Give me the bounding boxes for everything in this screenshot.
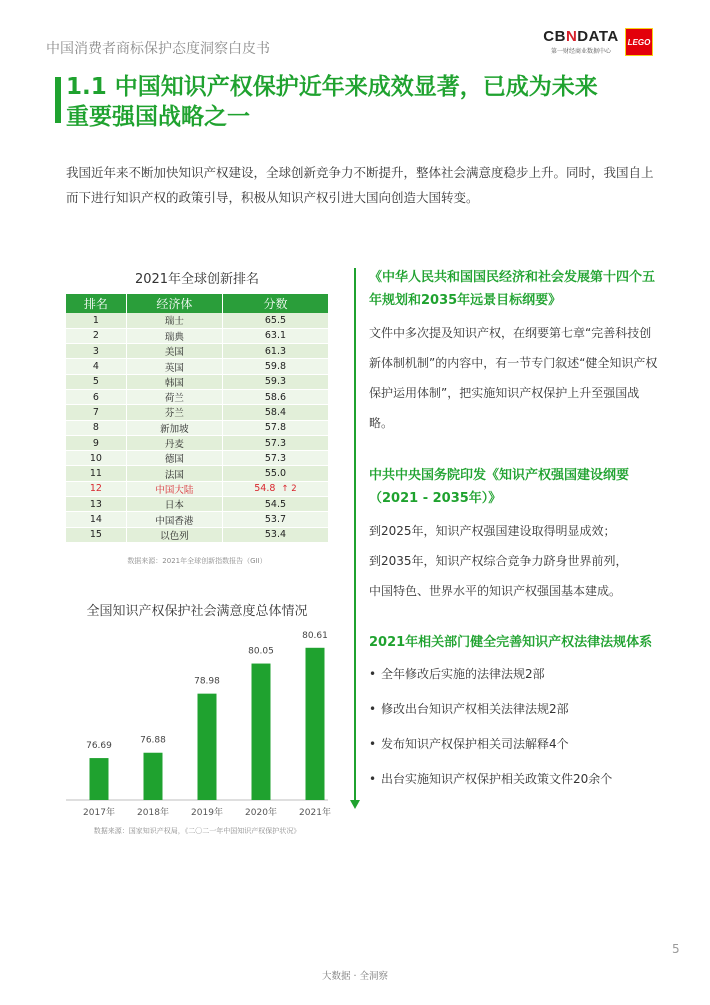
rank-cell: 10 [66,451,126,466]
score-value: 54.5 [264,498,287,510]
score-cell [222,420,328,435]
score-value: 53.7 [264,514,287,525]
score-cell [222,313,328,328]
score-cell [222,527,328,542]
bar-value-label: 78.98 [194,676,220,687]
outline-block [369,464,659,606]
score-cell [222,451,328,466]
score-cell [222,359,328,374]
table-row [66,527,328,542]
score-cell [222,512,328,527]
economy-cell: 美国 [126,344,222,359]
list-item: • 全年修改后实施的法律法规2部 [369,666,659,682]
score-cell [222,374,328,389]
bar [90,758,109,800]
category-label: 2021年 [299,808,331,818]
bar [144,753,163,800]
outline-line: 到2025年，知识产权强国建设取得明显成效； [369,524,616,538]
list-item: • 出台实施知识产权保护相关政策文件20余个 [369,771,659,787]
table-row [66,389,328,404]
score-cell [222,466,328,481]
plan-block-body: 文件中多次提及知识产权，在纲要第七章“完善科技创新体制机制”的内容中，有一节专门叙述“健全知识产权保护运用体制”，把实施知识产权保护上升至强国战略。 [369,326,658,430]
table-row [66,497,328,512]
table-header-row [66,294,328,313]
table-row [66,481,328,496]
rank-cell: 2 [66,328,126,343]
ranking-table [66,294,328,543]
section-title: 1.1 中国知识产权保护近年来成效显著，已成为未来 重要强国战略之一 [66,74,598,130]
score-value: 59.3 [264,376,287,388]
economy-cell: 芬兰 [126,405,222,420]
score-value: 55.0 [264,468,287,480]
rank-cell: 14 [66,512,126,527]
cbndata-tagline: 第一财经商业数据中心 [550,48,611,55]
law-block [369,631,659,806]
intro-paragraph: 我国近年来不断加快知识产权建设，全球创新竞争力不断提升，整体社会满意度稳步上升。同时，我国自上而下进行知识产权的政策引导，积极从知识产权引进大国向创造大国转变。 [66,165,654,205]
table-row [66,328,328,343]
table-row [66,405,328,420]
economy-cell: 法国 [126,466,222,481]
economy-cell: 丹麦 [126,435,222,450]
outline-line: 中国特色、世界水平的知识产权强国基本建成。 [369,584,622,598]
economy-cell: 日本 [126,497,222,512]
ranking-source: 数据来源：2021年全球创新指数报告（GII） [127,557,267,565]
score-cell [222,497,328,512]
document-title: 中国消费者商标保护态度洞察白皮书 [46,41,270,57]
score-value: 61.3 [264,345,287,357]
bar-value-label: 80.05 [248,646,274,657]
score-value: 53.4 [264,529,287,541]
ranking-title: 2021年全球创新排名 [134,272,260,287]
footer-slogan: 大数据 · 全洞察 [321,971,389,982]
title-accent-bar [55,77,61,123]
outline-block-title: 中共中央国务院印发《知识产权强国建设纲要（2021 - 2035年）》 [369,468,630,506]
chart-source: 数据来源：国家知识产权局，《二〇二一年中国知识产权保护状况》 [93,827,301,835]
rank-cell: 12 [66,481,126,496]
timeline-arrow-icon [350,800,360,809]
law-block-title: 2021年相关部门健全完善知识产权法律法规体系 [369,635,653,650]
chart-title: 全国知识产权保护社会满意度总体情况 [86,604,308,619]
economy-cell: 以色列 [126,527,222,542]
economy-cell: 瑞典 [126,328,222,343]
score-value: 57.8 [264,422,287,434]
cbndata-logo: CBNDATA 第一财经商业数据中心 [541,28,621,55]
rank-change-up-icon: ↑ 2 [281,484,297,495]
score-cell [222,344,328,359]
header-score: 分数 [222,294,328,313]
outline-line: 到2035年，知识产权综合竞争力跻身世界前列， [369,554,628,568]
category-label: 2017年 [83,808,115,818]
table-row [66,374,328,389]
plan-block-title: 《中华人民共和国国民经济和社会发展第十四个五年规划和2035年远景目标纲要》 [369,270,656,308]
score-value: 58.6 [264,391,287,403]
table-row [66,344,328,359]
score-value: 58.4 [264,406,287,418]
bar-value-label: 80.61 [302,630,328,641]
economy-cell: 中国香港 [126,512,222,527]
economy-cell: 韩国 [126,374,222,389]
score-value: 59.8 [264,361,287,373]
law-list [369,666,659,787]
list-item: • 修改出台知识产权相关法律法规2部 [369,701,659,717]
table-row [66,420,328,435]
bar [252,664,271,800]
category-label: 2019年 [191,808,223,818]
bar-value-label: 76.69 [86,741,112,752]
category-label: 2020年 [245,808,277,818]
table-row [66,359,328,374]
rank-cell: 6 [66,389,126,404]
timeline-line [354,268,356,804]
score-value: 57.3 [264,437,287,449]
table-row [66,451,328,466]
score-cell [222,405,328,420]
rank-cell: 7 [66,405,126,420]
list-item: • 发布知识产权保护相关司法解释4个 [369,736,659,752]
economy-cell: 中国大陆 [126,481,222,496]
economy-cell: 瑞士 [126,313,222,328]
rank-cell: 13 [66,497,126,512]
economy-cell: 新加坡 [126,420,222,435]
rank-cell: 9 [66,435,126,450]
score-cell [222,435,328,450]
lego-logo: LEGO [625,28,653,56]
score-value: 63.1 [264,330,287,342]
table-row [66,512,328,527]
plan-block [369,266,659,438]
score-value: 65.5 [264,314,287,326]
table-row [66,466,328,481]
economy-cell: 英国 [126,359,222,374]
page-number: 5 [672,942,680,956]
satisfaction-bar-chart [62,620,332,820]
table-row [66,435,328,450]
header-economy: 经济体 [126,294,222,313]
bar-value-label: 76.88 [140,735,166,746]
score-value: 54.8 [254,483,276,495]
rank-cell: 11 [66,466,126,481]
table-row [66,313,328,328]
rank-cell: 5 [66,374,126,389]
economy-cell: 德国 [126,451,222,466]
economy-cell: 荷兰 [126,389,222,404]
rank-cell: 1 [66,313,126,328]
score-cell [222,328,328,343]
score-cell [222,389,328,404]
bar [306,648,325,800]
score-cell [222,481,328,496]
outline-block-body [369,516,659,606]
rank-cell: 4 [66,359,126,374]
score-value: 57.3 [264,452,287,464]
header-rank: 排名 [66,294,126,313]
rank-cell: 8 [66,420,126,435]
rank-cell: 3 [66,344,126,359]
bar [198,694,217,800]
rank-cell: 15 [66,527,126,542]
category-label: 2018年 [137,808,169,818]
